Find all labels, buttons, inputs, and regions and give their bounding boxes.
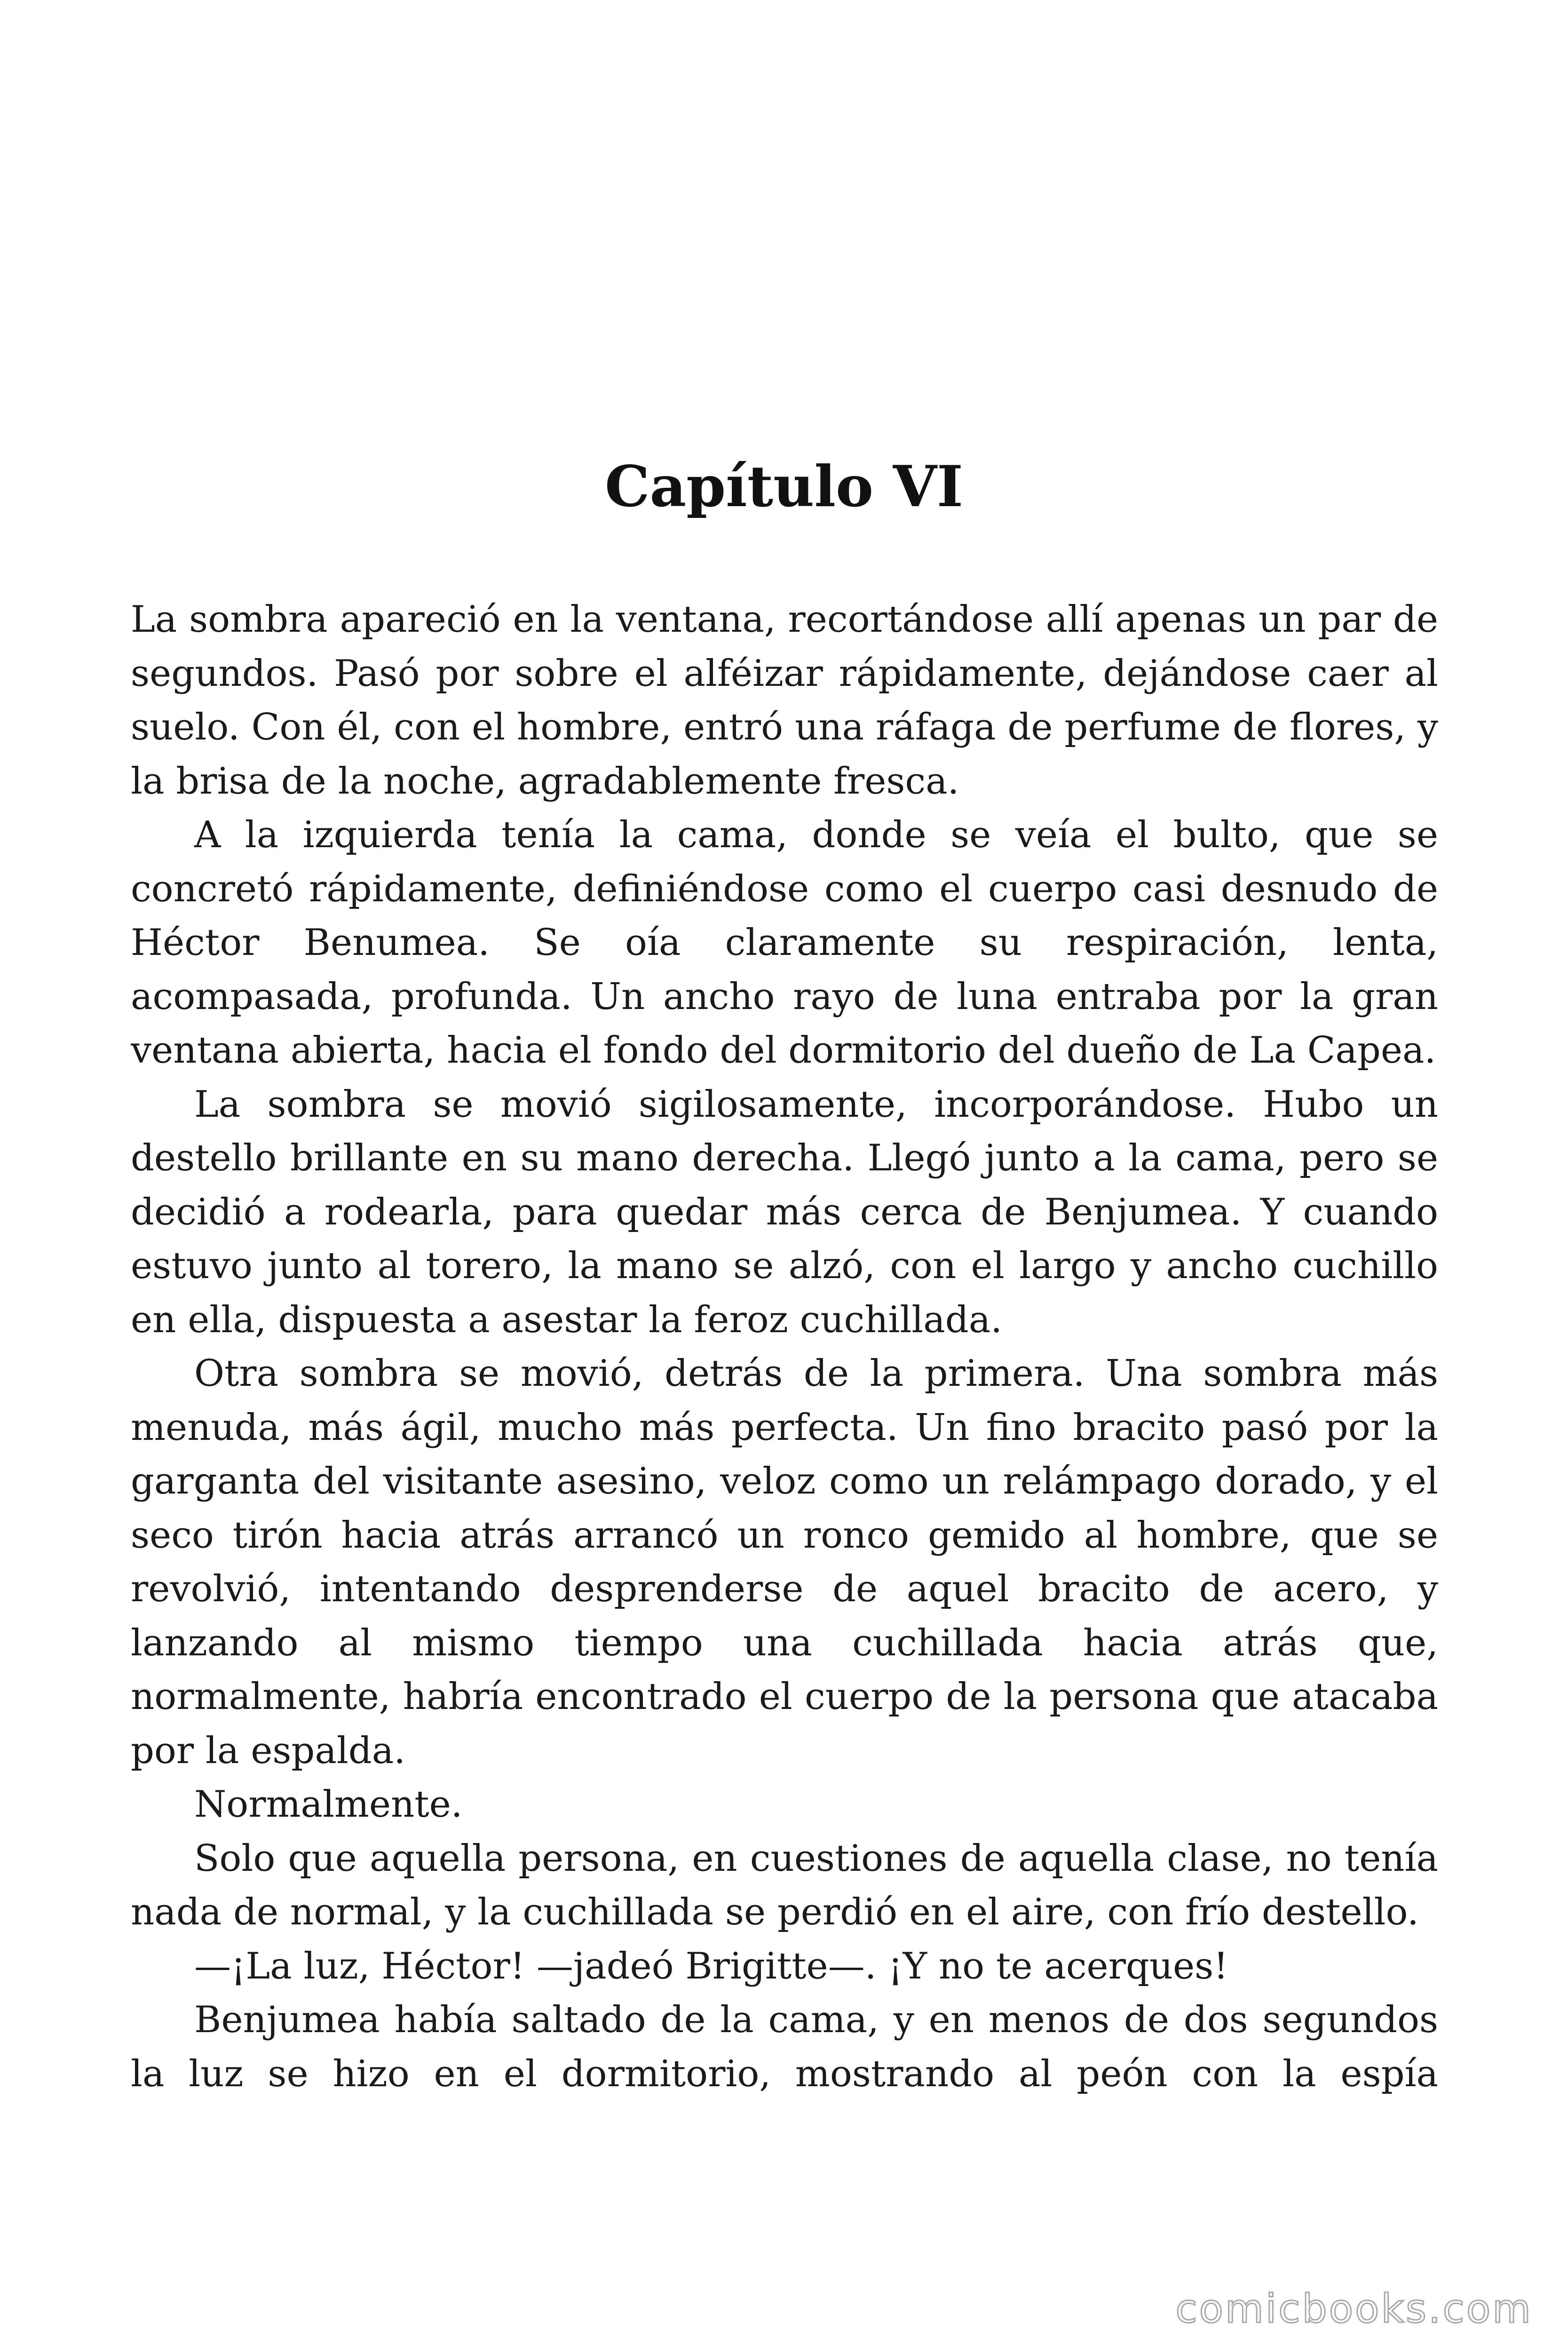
paragraph: La sombra se movió sigilosamente, incorporándose. Hubo un destello brillante en su mano derecha. Llegó junto a la cama, pero se decidió a rodearla, para quedar más cerca de Benjumea. Y cuando estuvo junto al torero, la mano se alzó, con el largo y ancho cuchillo en ella, dispuesta a asestar la feroz cuchillada.	[131, 1083, 1438, 1341]
paragraph: La sombra apareció en la ventana, recortándose allí apenas un par de segundos. Pasó por sobre el alféizar rápidamente, dejándose caer al suelo. Con él, con el hombre, entró una ráfaga de perfume de flores, y la brisa de la noche, agradablemente fresca.	[131, 598, 1438, 803]
paragraph: Normalmente.	[194, 1783, 463, 1826]
watermark: comicbooks.com	[1175, 2286, 1533, 2332]
paragraph: —¡La luz, Héctor! —jadeó Brigitte—. ¡Y no te acerques!	[194, 1945, 1228, 1987]
paragraph: Benjumea había saltado de la cama, y en menos de dos segundos la luz se hizo en el dormitorio, mostrando al peón con la espía	[131, 1999, 1438, 2095]
chapter-body	[131, 593, 1438, 2101]
paragraph: Solo que aquella persona, en cuestiones de aquella clase, no tenía nada de normal, y la cuchillada se perdió en el aire, con frío destello.	[131, 1837, 1438, 1933]
paragraph: Otra sombra se movió, detrás de la primera. Una sombra más menuda, más ágil, mucho más perfecta. Un fino bracito pasó por la garganta del visitante asesino, veloz como un relámpago dorado, y el seco tirón hacia atrás arrancó un ronco gemido al hombre, que se revolvió, intentando desprenderse de aquel bracito de acero, y lanzando al mismo tiempo una cuchillada hacia atrás que, normalmente, habría encontrado el cuerpo de la persona que atacaba por la espalda.	[131, 1352, 1438, 1772]
paragraph: A la izquierda tenía la cama, donde se veía el bulto, que se concretó rápidamente, definiéndose como el cuerpo casi desnudo de Héctor Benumea. Se oía claramente su respiración, lenta, acompasada, profunda. Un ancho rayo de luna entraba por la gran ventana abierta, hacia el fondo del dormitorio del dueño de La Capea.	[131, 814, 1438, 1072]
chapter-title: Capítulo VI	[604, 453, 964, 520]
